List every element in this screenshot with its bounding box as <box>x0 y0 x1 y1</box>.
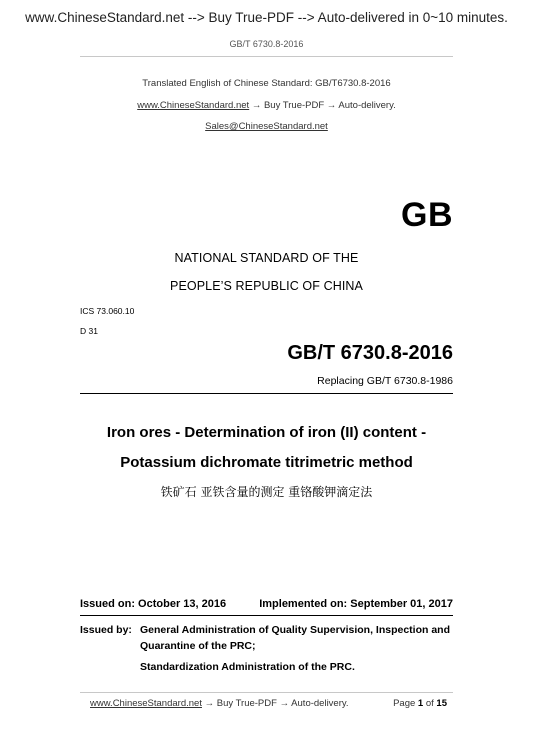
page-indicator <box>393 698 447 709</box>
ccs-code: D 31 <box>80 326 98 336</box>
site-link-suffix: → Buy True-PDF → Auto-delivery. <box>249 100 396 111</box>
email-link[interactable]: Sales@ChineseStandard.net <box>205 121 328 132</box>
implemented-on: Implemented on: September 01, 2017 <box>259 598 453 610</box>
footer-site-line <box>90 698 349 709</box>
replacing-standard: Replacing GB/T 6730.8-1986 <box>317 375 453 387</box>
footer-site-link[interactable]: www.ChineseStandard.net <box>90 698 202 709</box>
page-label: Page <box>393 698 416 709</box>
footer-divider <box>80 692 453 693</box>
issued-by-block <box>80 622 453 682</box>
title-divider <box>80 393 453 394</box>
issued-by-line1: General Administration of Quality Supervision, Inspection and <box>140 624 450 636</box>
page-total: 15 <box>436 698 447 709</box>
translation-note: Translated English of Chinese Standard: GB/T6730.8-2016 <box>142 78 391 89</box>
page-current: 1 <box>417 698 424 709</box>
site-link[interactable]: www.ChineseStandard.net <box>137 100 250 111</box>
footer-site-suffix: → Buy True-PDF → Auto-delivery. <box>201 698 349 709</box>
national-standard-line2: PEOPLE’S REPUBLIC OF CHINA <box>170 279 363 293</box>
standard-number: GB/T 6730.8-2016 <box>287 342 453 364</box>
dates-divider <box>80 615 453 616</box>
header-divider <box>80 56 453 57</box>
title-cn: 铁矿石 亚铁含量的测定 重铬酸钾滴定法 <box>160 485 373 499</box>
issued-by-label: Issued by: <box>80 624 132 636</box>
title-en-line2: Potassium dichromate titrimetric method <box>120 454 413 471</box>
header-standard-code: GB/T 6730.8-2016 <box>229 39 304 49</box>
translation-site-line <box>0 100 533 111</box>
title-en-line1: Iron ores - Determination of iron (II) content - <box>106 424 427 441</box>
gb-mark: GB <box>401 196 453 234</box>
page-of: of <box>425 698 434 709</box>
issued-by-line3: Standardization Administration of the PRC. <box>140 661 355 673</box>
email-line <box>0 121 533 132</box>
issued-on: Issued on: October 13, 2016 <box>80 598 227 610</box>
ics-code: ICS 73.060.10 <box>80 306 135 316</box>
national-standard-line1: NATIONAL STANDARD OF THE <box>174 251 359 265</box>
top-banner: www.ChineseStandard.net --> Buy True-PDF --> Auto-delivered in 0~10 minutes. <box>25 10 508 25</box>
issued-by-line2: Quarantine of the PRC; <box>140 640 256 652</box>
